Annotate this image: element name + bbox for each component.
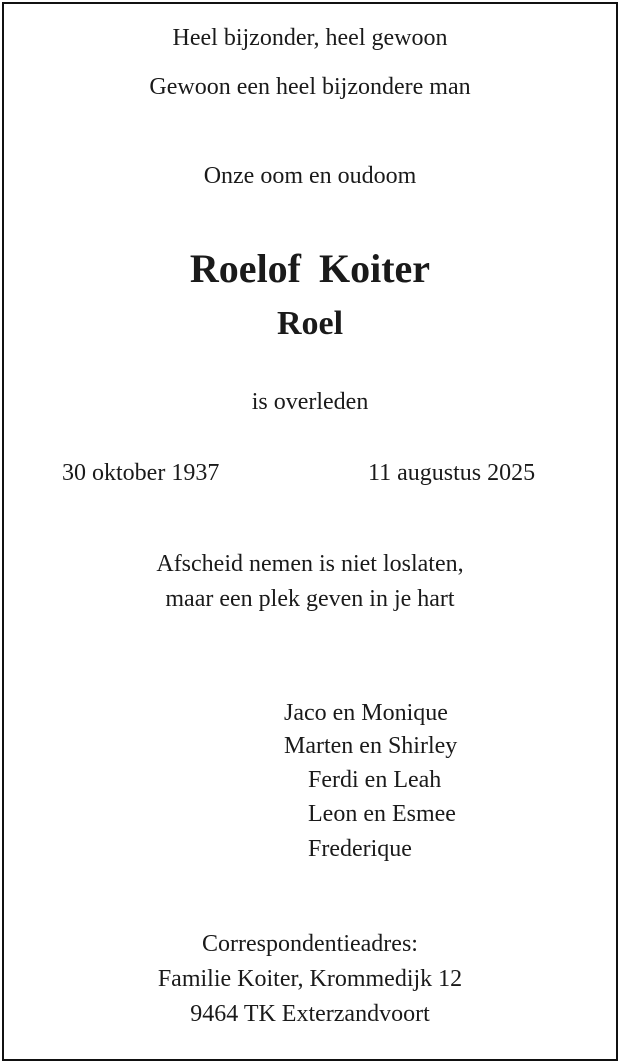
deceased-name: Roelof Koiter [189, 246, 431, 291]
relation-text: Onze oom en oudoom [203, 163, 417, 189]
death-date: 11 augustus 2025 [368, 460, 536, 486]
passed-text: is overleden [251, 389, 369, 415]
family-member: Frederique [308, 836, 412, 862]
family-member: Ferdi en Leah [308, 767, 442, 793]
address-line-2: 9464 TK Exterzandvoort [190, 1001, 430, 1027]
address-line-1: Familie Koiter, Krommedijk 12 [157, 966, 463, 992]
correspondence-label: Correspondentieadres: [202, 931, 418, 957]
family-member: Leon en Esmee [308, 801, 456, 827]
motto-line-2: Gewoon een heel bijzondere man [149, 74, 471, 100]
family-member: Jaco en Monique [284, 700, 448, 726]
card-border [2, 2, 618, 1061]
birth-date: 30 oktober 1937 [62, 460, 220, 486]
quote-line-1: Afscheid nemen is niet loslaten, [156, 551, 464, 577]
motto-line-1: Heel bijzonder, heel gewoon [172, 25, 448, 51]
family-member: Marten en Shirley [284, 733, 458, 759]
deceased-nickname: Roel [276, 305, 344, 342]
quote-line-2: maar een plek geven in je hart [165, 586, 455, 612]
